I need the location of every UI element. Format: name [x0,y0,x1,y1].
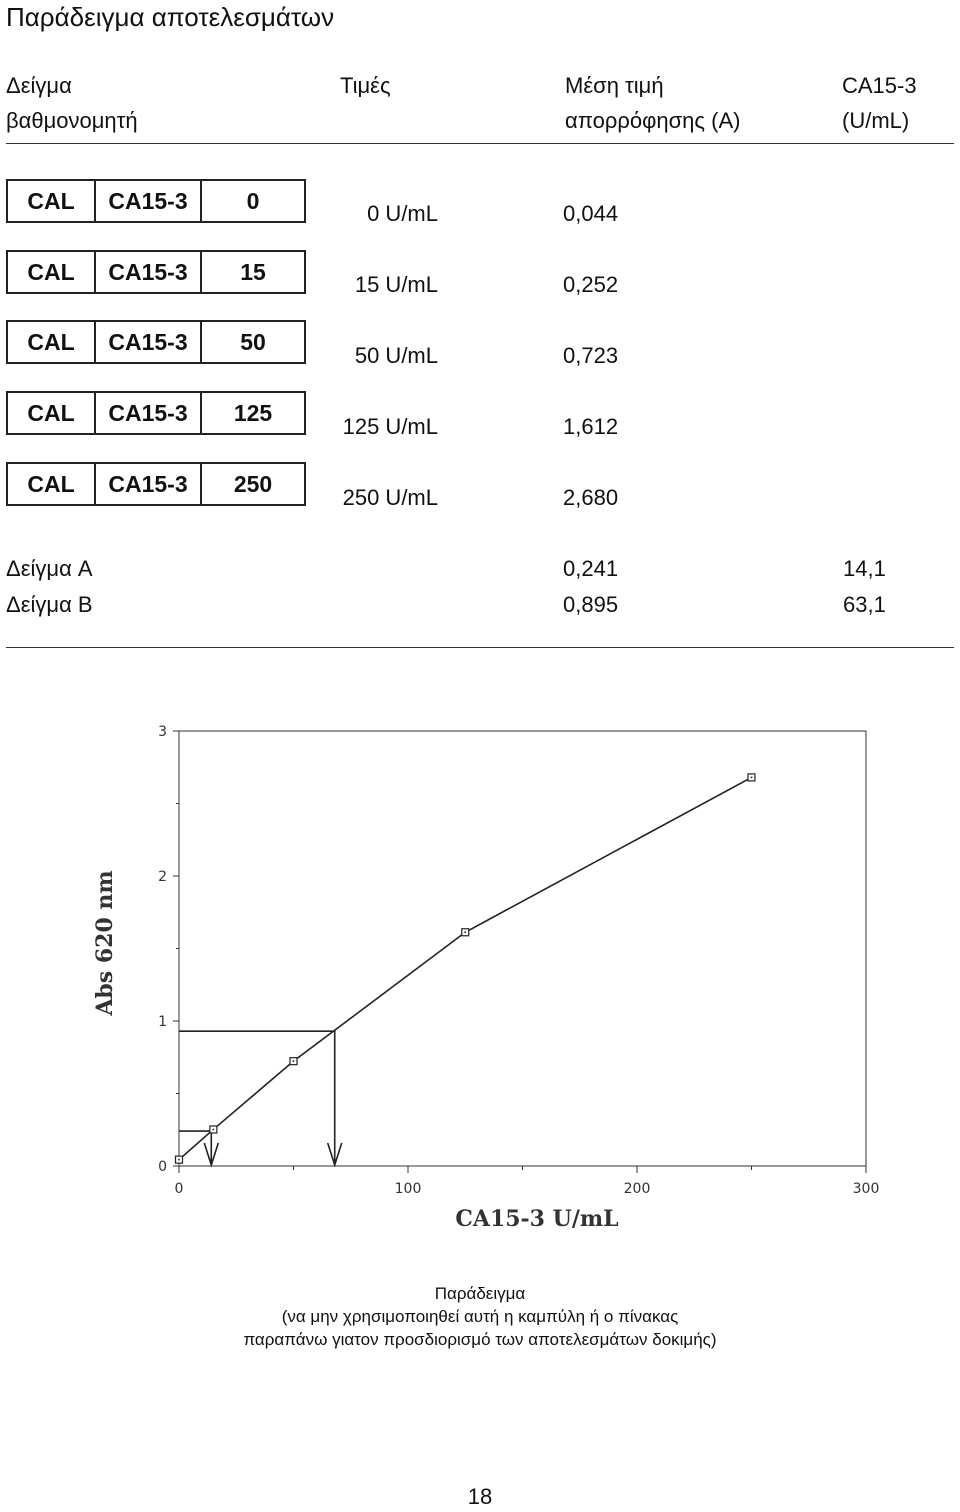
sample-label-b: Δείγμα B [6,592,93,617]
cal-type: CAL [8,464,96,504]
chart-y-axis-label: Abs 620 nm [92,870,118,1016]
y-tick-label: 3 [158,724,167,740]
y-tick-label: 0 [158,1159,167,1175]
header-mean-line2: απορρόφησης (A) [565,108,741,133]
caption-line1: Παράδειγμα [434,1284,526,1303]
calibrator-box-4 [6,462,306,506]
calibrator-box-1 [6,250,306,294]
header-ca [842,68,917,138]
header-mean-line1: Μέση τιμή [565,73,664,98]
header-mean [565,68,740,138]
data-point-center [213,1129,215,1131]
cal-value-0: 0 U/mL [367,201,438,226]
sample-concentration-a: 14,1 [843,556,886,581]
data-point-center [464,931,466,933]
chart-x-axis-label: CA15-3 U/mL [455,1206,619,1232]
calibrator-box-2 [6,320,306,364]
x-tick-label: 100 [394,1181,422,1197]
calibration-curve-line [179,777,752,1159]
cal-type: CAL [8,393,96,433]
page-number: 18 [467,1484,493,1509]
caption-line3: παραπάνω γιατον προσδιορισμό των αποτελεσμάτων δοκιμής) [243,1330,717,1349]
cal-type: CAL [8,252,96,292]
chart-caption [0,1282,960,1351]
table-bottom-rule [6,647,954,648]
cal-level: 15 [240,258,266,285]
cal-level: 250 [233,470,273,497]
cal-level: 50 [240,328,266,355]
cal-level: 0 [246,187,260,214]
plot-frame [179,731,866,1166]
y-tick-label: 1 [158,1014,167,1030]
cal-value-3: 125 U/mL [342,414,438,439]
header-sample-line1: Δείγμα [6,73,72,98]
x-tick-label: 200 [623,1181,651,1197]
cal-analyte: CA15-3 [96,464,202,504]
cal-analyte: CA15-3 [96,181,202,221]
cal-value-2: 50 U/mL [354,343,438,368]
cal-absorbance-2: 0,723 [563,343,619,368]
cal-value-1: 15 U/mL [354,272,438,297]
x-tick-label: 0 [174,1181,184,1197]
cal-type: CAL [8,181,96,221]
readout-line [179,1031,335,1164]
cal-analyte: CA15-3 [96,393,202,433]
header-values: Τιμές [340,73,391,98]
page-title: Παράδειγμα αποτελεσμάτων [6,2,335,32]
sample-label-a: Δείγμα A [6,556,93,581]
sample-concentration-b: 63,1 [843,592,886,617]
calibrator-box-3 [6,391,306,435]
y-tick-label: 2 [158,869,167,885]
caption-line2: (να μην χρησιμοποιηθεί αυτή η καμπύλη ή ο πίνακας [281,1307,679,1326]
cal-level: 125 [233,399,273,426]
cal-absorbance-3: 1,612 [563,414,619,439]
data-point-center [293,1060,295,1062]
sample-absorbance-b: 0,895 [563,592,619,617]
calibrator-box-0 [6,179,306,223]
cal-analyte: CA15-3 [96,252,202,292]
header-sample-line2: βαθμονομητή [6,108,138,133]
cal-absorbance-1: 0,252 [563,272,619,297]
sample-absorbance-a: 0,241 [563,556,619,581]
x-tick-label: 300 [852,1181,880,1197]
standard-curve-chart [0,690,960,1250]
cal-type: CAL [8,322,96,362]
cal-absorbance-4: 2,680 [563,485,619,510]
cal-value-4: 250 U/mL [342,485,438,510]
header-ca-line1: CA15-3 [842,73,917,98]
data-point-center [751,777,753,779]
header-ca-line2: (U/mL) [842,108,910,133]
header-rule [6,143,954,144]
cal-absorbance-0: 0,044 [563,201,619,226]
header-sample [6,68,138,138]
cal-analyte: CA15-3 [96,322,202,362]
data-point-center [178,1159,180,1161]
